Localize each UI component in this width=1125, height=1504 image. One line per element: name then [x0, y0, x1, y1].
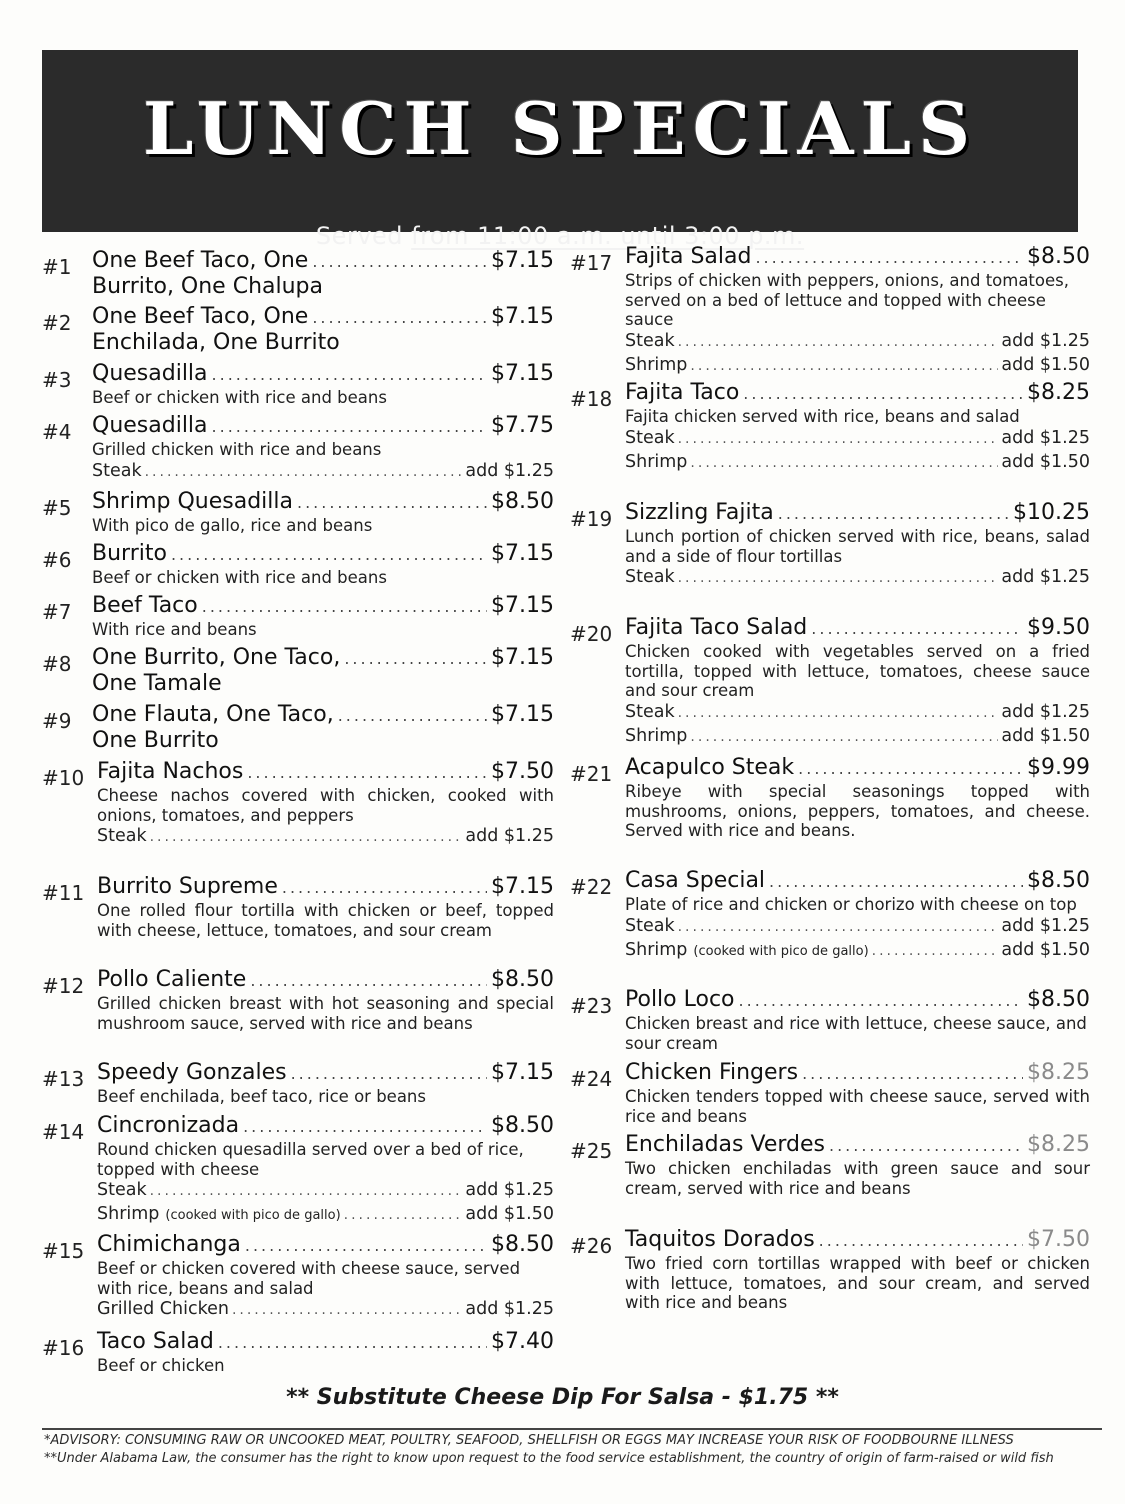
item-title-line [97, 1060, 554, 1087]
addon-row [97, 1203, 554, 1227]
item-number: #7 [42, 600, 72, 624]
dot-leader [243, 1114, 487, 1140]
addon-row [625, 354, 1090, 378]
item-name: Quesadilla [92, 413, 208, 438]
menu-item [570, 987, 1090, 1053]
item-description: Chicken breast and rice with lettuce, cheese sauce, and sour cream [625, 1014, 1087, 1053]
item-title-line [92, 304, 554, 331]
dot-leader [811, 616, 1023, 642]
item-price: $7.15 [491, 541, 554, 566]
dot-leader [819, 1228, 1023, 1254]
item-description: Beef or chicken with rice and beans [92, 568, 387, 587]
addon-label: Steak [97, 826, 147, 846]
menu-item [42, 1060, 554, 1107]
item-description: With rice and beans [92, 620, 257, 639]
item-number: #8 [42, 652, 72, 676]
item-name: Fajita Taco [625, 380, 740, 405]
dot-leader [338, 703, 487, 729]
addon-price: add $1.25 [1001, 915, 1090, 936]
dot-leader [743, 381, 1023, 407]
item-name: Shrimp Quesadilla [92, 489, 293, 514]
item-name: One Burrito, One Taco, [92, 645, 341, 670]
item-title-line [625, 755, 1090, 782]
item-price: $7.15 [491, 361, 554, 386]
menu-item [42, 304, 554, 355]
item-number: #2 [42, 311, 72, 335]
dot-leader [690, 726, 998, 749]
item-number: #16 [42, 1336, 85, 1360]
item-description: Lunch portion of chicken served with rice, beans, salad and a side of flour tortillas [625, 527, 1090, 566]
addon-label: Steak [625, 915, 675, 936]
addon-label: Steak [92, 460, 142, 481]
dot-leader [678, 567, 999, 590]
dot-leader [769, 869, 1023, 895]
dot-leader [678, 331, 999, 354]
addon-note: (cooked with pico de gallo) [693, 943, 869, 959]
addon-price: add $1.50 [465, 1204, 554, 1224]
addon-row [625, 701, 1090, 725]
item-number: #12 [42, 974, 85, 998]
dot-leader [802, 1061, 1023, 1087]
item-description: Beef or chicken covered with cheese sauce, served with rice, beans and salad [97, 1259, 521, 1298]
item-price: $7.15 [491, 248, 554, 273]
addon-price: add $1.50 [1001, 939, 1090, 960]
item-name: Cincronizada [97, 1113, 240, 1138]
dot-leader [212, 414, 487, 440]
item-description: Beef or chicken with rice and beans [92, 388, 387, 407]
dot-leader [145, 461, 463, 484]
item-description: Strips of chicken with peppers, onions, and tomatoes, served on a bed of lettuce and topped with cheese sauce [625, 271, 1069, 329]
item-description: Plate of rice and chicken or chorizo with cheese on top [625, 895, 1077, 914]
dot-leader [202, 594, 487, 620]
dot-leader [778, 501, 1009, 527]
item-name: Acapulco Steak [625, 755, 795, 780]
item-number: #5 [42, 496, 72, 520]
menu-item [42, 1113, 554, 1227]
dot-leader [150, 1180, 463, 1203]
addon-row [625, 451, 1090, 475]
addon-label: Steak [625, 427, 675, 448]
item-title-line [625, 615, 1090, 642]
addon-row [97, 1298, 554, 1322]
menu-item [42, 541, 554, 588]
item-description: Chicken tenders topped with cheese sauce, served with rice and beans [625, 1087, 1090, 1126]
addon-row [97, 825, 554, 849]
addon-row [625, 915, 1090, 939]
item-number: #22 [570, 875, 613, 899]
item-price: $7.40 [491, 1329, 554, 1354]
dot-leader [291, 1061, 487, 1087]
item-number: #13 [42, 1067, 85, 1091]
dot-leader [690, 452, 998, 475]
addon-label: Shrimp [97, 1204, 160, 1224]
menu-item [570, 1132, 1090, 1198]
addon-price: add $1.25 [465, 826, 554, 846]
dot-leader [232, 1299, 462, 1322]
item-name-continued: Burrito, One Chalupa [92, 274, 323, 299]
menu-item [42, 593, 554, 640]
item-price: $7.15 [491, 645, 554, 670]
item-title-line [625, 244, 1090, 271]
menu-item [42, 1232, 554, 1322]
item-price: $8.50 [491, 489, 554, 514]
dot-leader [312, 249, 487, 275]
item-description: Cheese nachos covered with chicken, cooked with onions, tomatoes, and peppers [97, 786, 554, 825]
item-title-line [97, 759, 554, 786]
item-number: #14 [42, 1120, 85, 1144]
menu-item [570, 1060, 1090, 1126]
item-number: #20 [570, 622, 613, 646]
item-number: #24 [570, 1067, 613, 1091]
menu-item [570, 755, 1090, 841]
item-description: Two fried corn tortillas wrapped with beef or chicken with lettuce, tomatoes, and sour cream, and served with rice and beans [625, 1254, 1090, 1312]
menu-item [570, 380, 1090, 475]
dot-leader [344, 1204, 463, 1227]
dot-leader [247, 760, 487, 786]
item-number: #6 [42, 548, 72, 572]
item-title-line [625, 987, 1090, 1014]
item-price: $8.25 [1027, 1132, 1090, 1157]
item-name: Quesadilla [92, 361, 208, 386]
menu-item [570, 868, 1090, 963]
addon-row [625, 939, 1090, 963]
addon-row [625, 566, 1090, 590]
item-number: #19 [570, 507, 613, 531]
item-number: #18 [570, 387, 613, 411]
dot-leader [282, 875, 487, 901]
addon-row [92, 460, 554, 484]
item-price: $8.25 [1027, 380, 1090, 405]
item-name: Beef Taco [92, 593, 198, 618]
item-name: Burrito [92, 541, 167, 566]
addon-price: add $1.25 [1001, 701, 1090, 722]
dot-leader [798, 756, 1023, 782]
item-title-line [97, 967, 554, 994]
menu-item [42, 967, 554, 1033]
item-price: $7.50 [491, 759, 554, 784]
dot-leader [690, 355, 998, 378]
advisory-line-2: **Under Alabama Law, the consumer has the right to know upon request to the food service establishment, the country of origin of farm-raised or wild fish [44, 1451, 1054, 1466]
item-title-line [625, 380, 1090, 407]
advisory-line-1: *ADVISORY: CONSUMING RAW OR UNCOOKED MEAT, POULTRY, SEAFOOD, SHELLFISH OR EGGS MAY INCREASE YOUR RISK OF FOODBOURNE ILLNESS [44, 1433, 1014, 1448]
item-name: Chicken Fingers [625, 1060, 799, 1085]
item-name: Fajita Nachos [97, 759, 244, 784]
item-title-line [625, 1227, 1090, 1254]
addon-price: add $1.25 [1001, 330, 1090, 351]
menu-item [42, 759, 554, 849]
item-name: Fajita Taco Salad [625, 615, 808, 640]
item-title-line [92, 593, 554, 620]
item-title-line [625, 1060, 1090, 1087]
subtitle-hours: from 11:00 a.m. until 3:00 p.m. [411, 222, 805, 250]
item-price: $9.50 [1027, 615, 1090, 640]
dot-leader [171, 542, 487, 568]
item-price: $8.50 [1027, 868, 1090, 893]
subtitle-prefix: Served [315, 222, 412, 250]
dot-leader [344, 646, 487, 672]
item-number: #3 [42, 368, 72, 392]
item-price: $8.50 [491, 1113, 554, 1138]
menu-item [570, 244, 1090, 378]
item-title-line [97, 874, 554, 901]
item-price: $7.50 [1027, 1227, 1090, 1252]
item-title-line [97, 1113, 554, 1140]
menu-item [42, 645, 554, 696]
item-price: $7.15 [491, 593, 554, 618]
item-name: Fajita Salad [625, 244, 752, 269]
item-description: Ribeye with special seasonings topped with mushrooms, onions, peppers, tomatoes, and cheese. Served with rice and beans. [625, 782, 1090, 840]
item-number: #23 [570, 994, 613, 1018]
item-name: Casa Special [625, 868, 766, 893]
item-number: #15 [42, 1239, 85, 1263]
item-description: Beef or chicken [97, 1356, 225, 1375]
advisory-block [44, 1432, 1104, 1468]
dot-leader [150, 826, 463, 849]
item-title-line [92, 702, 554, 729]
addon-row [625, 330, 1090, 354]
substitute-note: ** Substitute Cheese Dip For Salsa - $1.75 ** [286, 1385, 839, 1410]
item-name-continued: Enchilada, One Burrito [92, 330, 340, 355]
addon-note: (cooked with pico de gallo) [165, 1208, 341, 1223]
dot-leader [872, 940, 999, 963]
item-price: $7.75 [491, 413, 554, 438]
item-description: One rolled flour tortilla with chicken or beef, topped with cheese, lettuce, tomatoes, and sour cream [97, 901, 554, 940]
dot-leader [678, 428, 999, 451]
item-title-line [92, 413, 554, 440]
item-name: Taco Salad [97, 1329, 214, 1354]
addon-label: Shrimp [625, 354, 688, 375]
item-title-line [92, 361, 554, 388]
item-description: Fajita chicken served with rice, beans and salad [625, 407, 1020, 426]
dot-leader [678, 916, 999, 939]
addon-price: add $1.25 [1001, 427, 1090, 448]
dot-leader [312, 305, 487, 331]
item-name: Pollo Caliente [97, 967, 247, 992]
item-title-line [97, 1232, 554, 1259]
item-title-line [625, 868, 1090, 895]
item-number: #1 [42, 255, 72, 279]
item-number: #9 [42, 709, 72, 733]
dot-leader [678, 702, 999, 725]
menu-item [570, 1227, 1090, 1313]
item-description: Grilled chicken breast with hot seasoning and special mushroom sauce, served with rice and beans [97, 994, 554, 1033]
item-description: Round chicken quesadilla served over a bed of rice, topped with cheese [97, 1140, 524, 1179]
addon-row [97, 1179, 554, 1203]
item-description: With pico de gallo, rice and beans [92, 516, 373, 535]
item-price: $7.15 [491, 1060, 554, 1085]
item-title-line [625, 1132, 1090, 1159]
addon-price: add $1.50 [1001, 354, 1090, 375]
item-description: Grilled chicken with rice and beans [92, 440, 382, 459]
addon-price: add $1.25 [1001, 567, 1090, 587]
item-title-line [97, 1329, 554, 1356]
page-title: LUNCH SPECIALS [142, 86, 978, 171]
item-name-continued: One Burrito [92, 728, 219, 753]
item-title-line [92, 248, 554, 275]
item-title-line [625, 500, 1090, 527]
dot-leader [739, 988, 1024, 1014]
item-number: #11 [42, 881, 85, 905]
addon-label: Steak [97, 1180, 147, 1200]
addon-label: Grilled Chicken [97, 1299, 229, 1319]
item-number: #25 [570, 1139, 613, 1163]
menu-item [42, 1329, 554, 1376]
item-number: #21 [570, 762, 613, 786]
item-name: Sizzling Fajita [625, 500, 774, 525]
item-title-line [92, 541, 554, 568]
addon-label: Shrimp [625, 939, 688, 960]
dot-leader [829, 1133, 1023, 1159]
item-name: One Beef Taco, One [92, 304, 309, 329]
dot-leader [297, 490, 487, 516]
dot-leader [212, 362, 487, 388]
item-price: $10.25 [1013, 500, 1090, 525]
header-banner [42, 50, 1078, 250]
item-price: $8.25 [1027, 1060, 1090, 1085]
addon-label: Steak [625, 330, 675, 351]
item-price: $7.15 [491, 874, 554, 899]
menu-item [42, 489, 554, 536]
addon-label: Steak [625, 701, 675, 722]
addon-price: add $1.50 [1001, 725, 1090, 746]
item-price: $8.50 [491, 1232, 554, 1257]
addon-row [625, 725, 1090, 749]
item-price: $8.50 [1027, 244, 1090, 269]
menu-item [42, 702, 554, 753]
dot-leader [250, 968, 487, 994]
item-name: Chimichanga [97, 1232, 241, 1257]
menu-item [570, 500, 1090, 590]
item-description: Chicken cooked with vegetables served on a fried tortilla, topped with lettuce, tomatoes, cheese sauce and sour cream [625, 642, 1090, 700]
menu-item [42, 413, 554, 484]
item-title-line [92, 489, 554, 516]
item-name-continued: One Tamale [92, 671, 222, 696]
item-description: Two chicken enchiladas with green sauce and sour cream, served with rice and beans [625, 1159, 1090, 1198]
item-description: Beef enchilada, beef taco, rice or beans [97, 1087, 426, 1106]
item-name: One Flauta, One Taco, [92, 702, 334, 727]
item-number: #4 [42, 420, 72, 444]
menu-item [42, 874, 554, 940]
addon-price: add $1.25 [465, 1180, 554, 1200]
addon-label: Shrimp [625, 451, 688, 472]
divider [42, 1428, 1102, 1430]
item-number: #26 [570, 1234, 613, 1258]
item-name: One Beef Taco, One [92, 248, 309, 273]
dot-leader [755, 245, 1023, 271]
addon-price: add $1.25 [465, 1299, 554, 1319]
addon-label: Steak [625, 567, 675, 587]
item-price: $8.50 [491, 967, 554, 992]
menu-item [570, 615, 1090, 749]
item-number: #10 [42, 766, 85, 790]
addon-label: Shrimp [625, 725, 688, 746]
item-price: $9.99 [1027, 755, 1090, 780]
item-price: $7.15 [491, 702, 554, 727]
item-name: Burrito Supreme [97, 874, 278, 899]
item-number: #17 [570, 251, 613, 275]
addon-row [625, 427, 1090, 451]
item-price: $7.15 [491, 304, 554, 329]
menu-item [42, 248, 554, 299]
addon-price: add $1.25 [465, 460, 554, 481]
dot-leader [245, 1233, 487, 1259]
item-price: $8.50 [1027, 987, 1090, 1012]
dot-leader [218, 1330, 487, 1356]
item-name: Enchiladas Verdes [625, 1132, 825, 1157]
item-title-line [92, 645, 554, 672]
item-name: Pollo Loco [625, 987, 735, 1012]
item-name: Speedy Gonzales [97, 1060, 287, 1085]
item-name: Taquitos Dorados [625, 1227, 815, 1252]
menu-item [42, 361, 554, 408]
addon-price: add $1.50 [1001, 451, 1090, 472]
